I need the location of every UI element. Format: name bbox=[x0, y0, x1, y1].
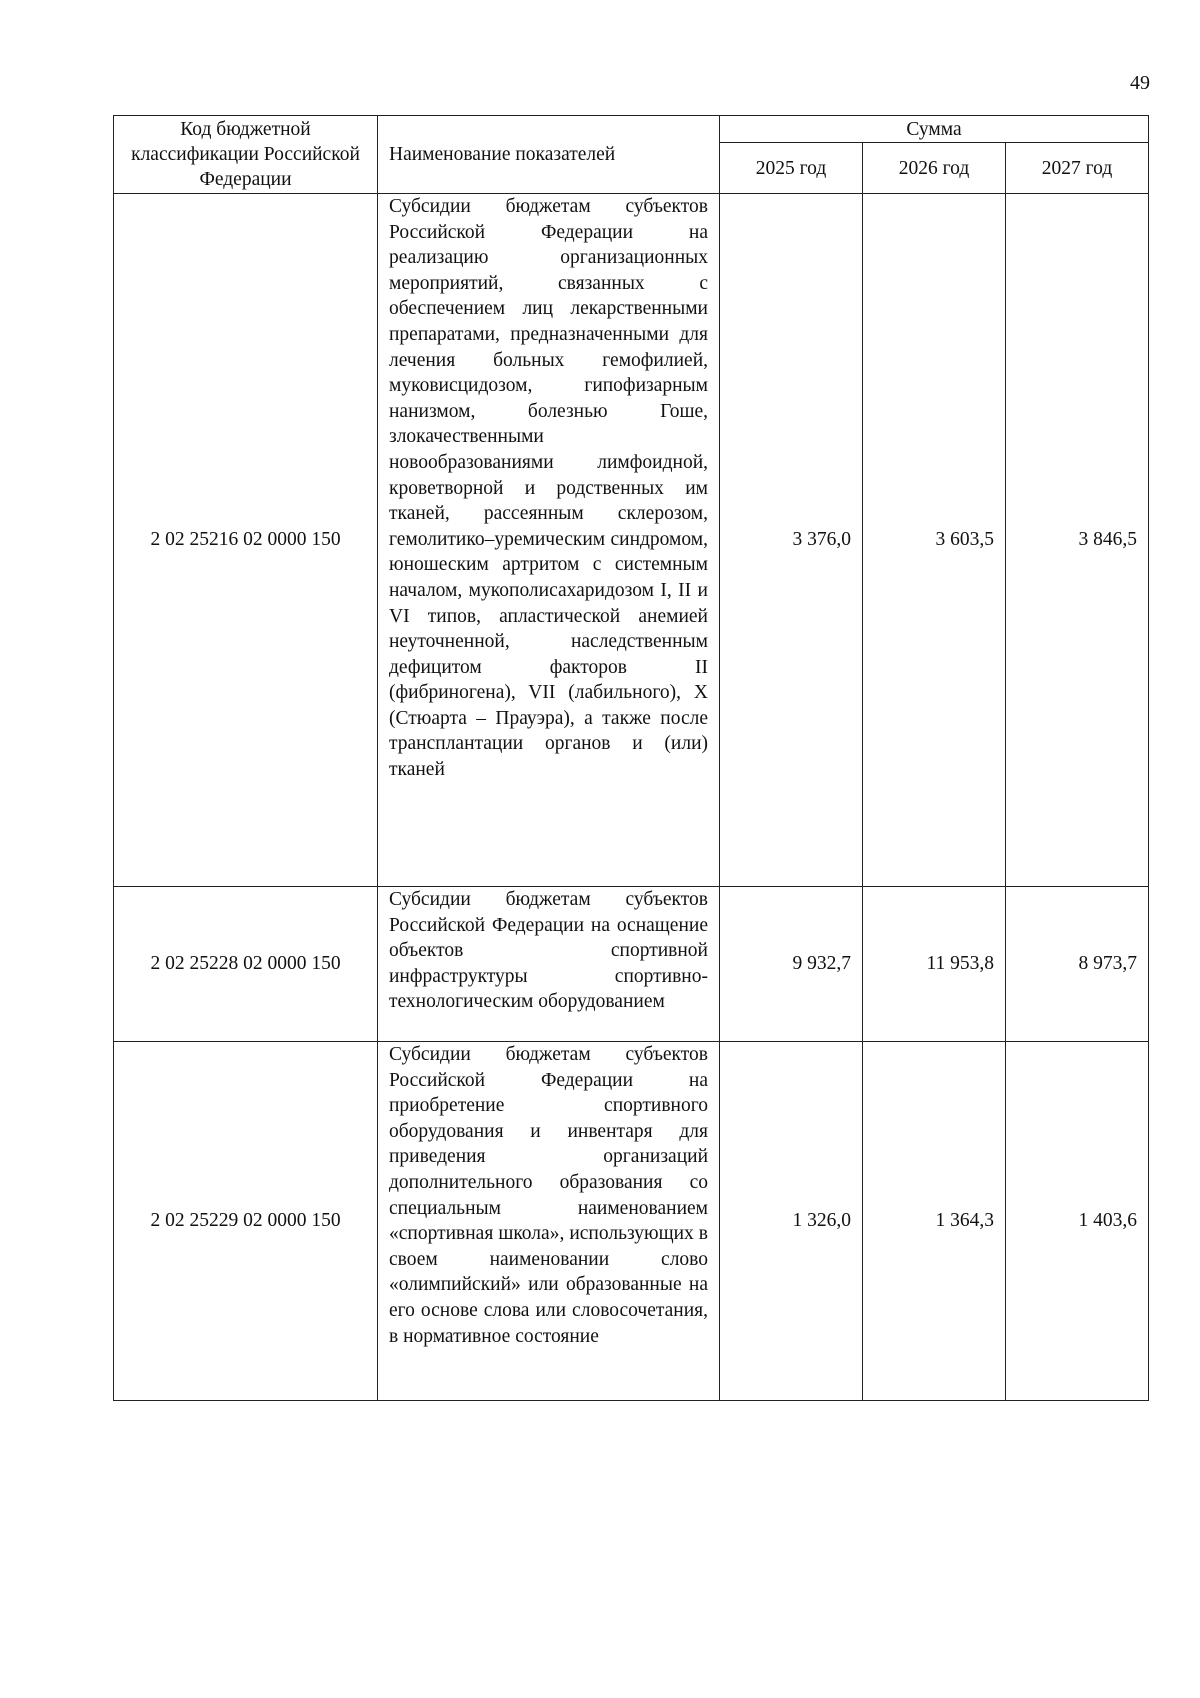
header-year-2025: 2025 год bbox=[720, 143, 863, 194]
row-name: Субсидии бюджетам субъектов Российской Федерации на приобретение спортивного оборудования и инвентаря для приведения организаций дополнительного образования со специальным наименованием «спортивная школа», использующих в своем наименовании слово «олимпийский» или образованные на его основе слова или словосочетания, в нормативное состояние bbox=[378, 1042, 720, 1401]
row-value-2027: 8 973,7 bbox=[1006, 887, 1149, 1042]
table-row bbox=[114, 887, 1149, 1042]
table-row bbox=[114, 1042, 1149, 1401]
header-code-label: Код бюджетной классификации Российской Федерации bbox=[131, 119, 360, 190]
row-value-2025: 3 376,0 bbox=[720, 194, 863, 887]
row-value-2026: 3 603,5 bbox=[863, 194, 1006, 887]
row-name: Субсидии бюджетам субъектов Российской Федерации на оснащение объектов спортивной инфраструктуры спортивно-технологическим оборудованием bbox=[378, 887, 720, 1042]
page-number: 49 bbox=[1130, 72, 1150, 94]
row-code: 2 02 25216 02 0000 150 bbox=[114, 194, 378, 887]
row-value-2027: 3 846,5 bbox=[1006, 194, 1149, 887]
row-code: 2 02 25229 02 0000 150 bbox=[114, 1042, 378, 1401]
header-name bbox=[378, 116, 720, 194]
row-value-2025: 1 326,0 bbox=[720, 1042, 863, 1401]
header-sum bbox=[720, 116, 1149, 143]
table-header-row bbox=[114, 116, 1149, 143]
row-name: Субсидии бюджетам субъектов Российской Федерации на реализацию организационных мероприятий, связанных с обеспечением лиц лекарственными препаратами, предназначенными для лечения больных гемофилией, муковисцидозом, гипофизарным нанизмом, болезнью Гоше, злокачественными новообразованиями лимфоидной, кроветворной и родственных им тканей, рассеянным склерозом, гемолитико–уремическим синдромом, юношеским артритом с системным началом, мукополисахаридозом I, II и VI типов, апластической анемией неуточненной, наследственным дефицитом факторов II (фибриногена), VII (лабильного), X (Стюарта – Прауэра), а также после трансплантации органов и (или) тканей bbox=[378, 194, 720, 887]
header-sum-label: Сумма bbox=[906, 118, 962, 140]
row-value-2027: 1 403,6 bbox=[1006, 1042, 1149, 1401]
header-year-2026: 2026 год bbox=[863, 143, 1006, 194]
header-code bbox=[114, 116, 378, 194]
table-row bbox=[114, 194, 1149, 887]
row-value-2025: 9 932,7 bbox=[720, 887, 863, 1042]
row-value-2026: 1 364,3 bbox=[863, 1042, 1006, 1401]
header-year-2027: 2027 год bbox=[1006, 143, 1149, 194]
header-name-label: Наименование показателей bbox=[389, 144, 616, 165]
row-value-2026: 11 953,8 bbox=[863, 887, 1006, 1042]
budget-table bbox=[113, 115, 1149, 1401]
row-code: 2 02 25228 02 0000 150 bbox=[114, 887, 378, 1042]
